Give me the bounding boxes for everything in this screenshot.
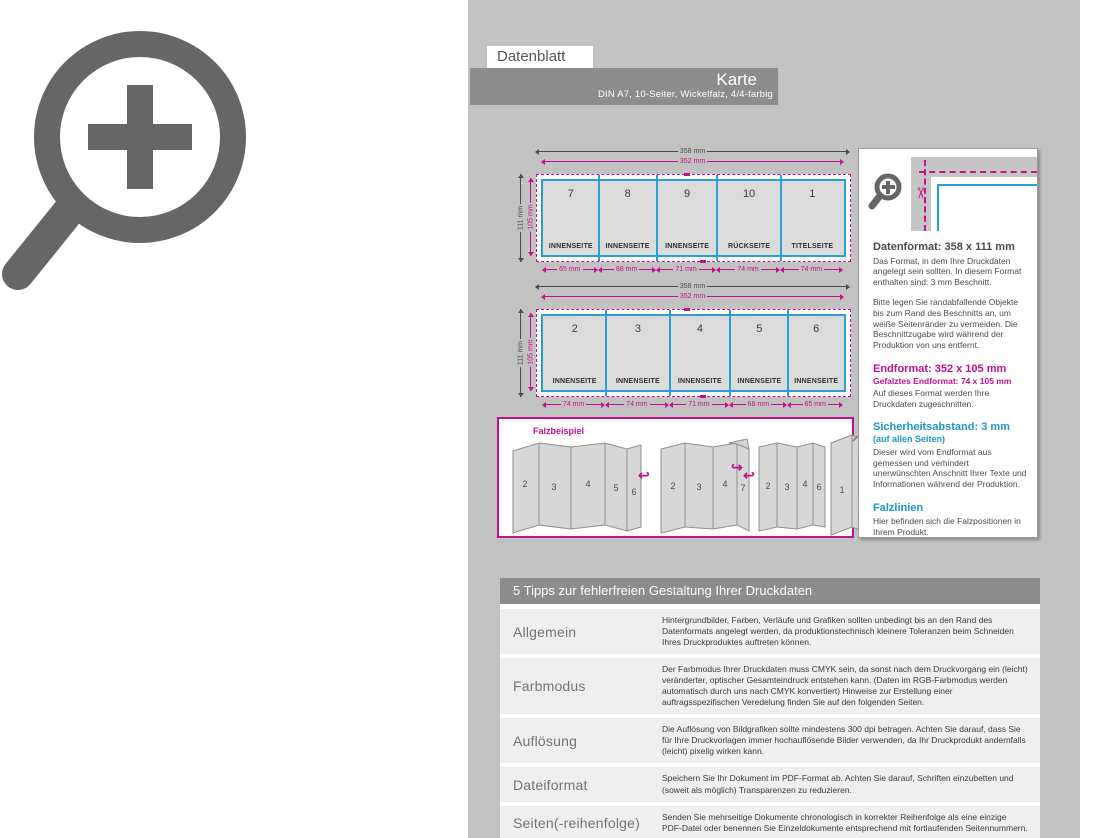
fold-stage-1 — [509, 435, 647, 537]
panel-number: 1 — [809, 188, 816, 200]
dim-line — [650, 404, 665, 405]
fold-mark — [700, 260, 706, 263]
fold-example-box — [497, 417, 854, 538]
dim-label: 68 mm — [615, 266, 638, 273]
panel-width-dimension — [669, 401, 730, 408]
dim-label: 74 mm — [626, 401, 648, 408]
dim-label: 74 mm — [800, 266, 823, 273]
dim-arrow-icon — [518, 309, 524, 313]
tips-row-label: Allgemein — [513, 623, 577, 640]
dim-line — [660, 269, 674, 270]
dim-line — [707, 151, 846, 152]
panel-width-dimension — [656, 266, 717, 273]
datenformat-height-dimension — [516, 309, 526, 397]
fold-sheet-diagram — [503, 148, 853, 280]
fold-mark — [684, 308, 690, 311]
fold-panel-number: 6 — [631, 487, 637, 497]
bleed-note-text: Bitte legen Sie randabfallende Objekte bis zum Rand des Beschnitts an, um weiße Seitenränder zu vermeiden. Die Beschnittzugabe wird während der Produktion von uns entfernt. — [873, 296, 1019, 351]
panel-number: 9 — [684, 188, 691, 200]
fold-line — [787, 310, 789, 396]
fold-line — [729, 310, 731, 396]
fold-panel-number: 2 — [522, 479, 528, 489]
page-title: Datenblatt — [487, 46, 593, 68]
fold-panel-number: 4 — [722, 479, 728, 489]
endformat-text: Auf dieses Format werden Ihre Druckdaten zugeschnitten. — [873, 387, 990, 409]
dim-label: 352 mm — [679, 293, 706, 300]
dim-line — [828, 404, 839, 405]
dim-label: 74 mm — [737, 266, 759, 273]
fold-panel-number: 6 — [816, 482, 822, 492]
panel-label: INNENSEITE — [677, 378, 722, 385]
panel-width-dimension — [780, 266, 843, 273]
tips-header: 5 Tipps zur fehlerfreien Gestaltung Ihrer Druckdaten — [500, 578, 1040, 604]
dim-label: 65 mm — [559, 266, 581, 273]
tips-table — [500, 578, 1040, 838]
dim-line — [639, 269, 651, 270]
panel-label: INNENSEITE — [552, 378, 597, 385]
tips-row — [500, 806, 1040, 838]
fold-mark — [684, 173, 690, 176]
panel-width-dimension — [542, 266, 598, 273]
endformat-subheading: Gefalztes Endformat: 74 x 105 mm — [873, 375, 1012, 386]
dim-line — [586, 404, 601, 405]
tips-rows — [500, 604, 1040, 838]
dim-line — [539, 151, 678, 152]
tips-row — [500, 609, 1040, 654]
dim-label: 358 mm — [679, 148, 706, 155]
dim-label: 71 mm — [675, 266, 697, 273]
dim-line — [699, 269, 713, 270]
dim-label: 105 mm — [527, 204, 535, 230]
dim-label: 111 mm — [517, 340, 525, 366]
datenformat-text: Das Format, in dem Ihre Druckdaten angelegt sein sollten. In diesem Format enthalten sind: 3 mm Beschnitt. — [873, 255, 1022, 288]
dim-line — [707, 296, 840, 297]
product-subtitle: DIN A7, 10-Seiter, Wickelfalz, 4/4-farbig — [597, 89, 773, 100]
tips-row-label: Farbmodus — [513, 678, 586, 695]
sicherheitsabstand-heading: Sicherheitsabstand: 3 mm — [873, 421, 1010, 434]
dim-arrow-icon — [846, 149, 850, 155]
fold-sheet-diagram — [503, 283, 853, 415]
fold-panel-number: 3 — [551, 482, 557, 492]
fold-panel-number: 5 — [613, 483, 619, 493]
dim-line — [824, 269, 839, 270]
fold-panel-number: 1 — [839, 485, 845, 495]
dim-label: 105 mm — [527, 339, 535, 365]
bleed-border — [536, 309, 851, 397]
tips-row-label: Auflösung — [513, 732, 578, 749]
fold-arrow-icon: ↩ — [743, 467, 755, 483]
panel-label: RÜCKSEITE — [727, 243, 771, 250]
tips-row-text: Senden Sie mehrseitige Dokumente chronologisch in korrekter Reihenfolge als eine einzige PDF-Datei oder benennen Sie Einzeldokumente entsprechend mit fortlaufenden Seitennummern. — [662, 811, 1028, 833]
dim-line — [733, 404, 745, 405]
fold-stage-3 — [757, 435, 829, 537]
tips-row-label: Seiten(-reihenfolge) — [513, 814, 640, 831]
panel-number: 3 — [634, 323, 641, 335]
tips-row — [500, 767, 1040, 801]
product-banner — [470, 68, 778, 105]
fold-panel-number: 4 — [585, 479, 591, 489]
dim-line — [761, 269, 776, 270]
endformat-height-dimension — [526, 178, 536, 256]
fold-stage-2 — [659, 435, 753, 537]
panel-label: INNENSEITE — [794, 378, 839, 385]
dim-label: 74 mm — [562, 401, 585, 408]
panel-width-dimension — [787, 401, 843, 408]
bleed-border — [536, 174, 851, 262]
dim-arrow-icon — [840, 159, 844, 165]
dim-line — [771, 404, 783, 405]
endformat-height-dimension — [526, 313, 536, 391]
dim-line — [712, 404, 726, 405]
panel-label: INNENSEITE — [615, 378, 660, 385]
dim-line — [545, 161, 678, 162]
endformat-width-dimension — [541, 158, 844, 165]
panel-number: 8 — [624, 188, 631, 200]
trim-area — [541, 314, 846, 392]
dim-arrow-icon — [840, 294, 844, 300]
panel-number: 10 — [742, 188, 756, 200]
dim-label: 71 mm — [688, 401, 710, 408]
panel-number: 6 — [813, 323, 820, 335]
tips-row-text: Die Auflösung von Bildgrafiken sollte mindestens 300 dpi betragen. Achten Sie darauf, dass Sie für Ihre Druckvorlagen immer hochauflösende Bilder verwenden, da Ihr Druckprodukt andernfalls (leicht) pixelig wirken kann. — [662, 724, 1026, 757]
fold-line — [669, 310, 671, 396]
panel-number: 5 — [756, 323, 763, 335]
tips-row — [500, 658, 1040, 714]
panel-label: INNENSEITE — [605, 243, 650, 250]
panel-label: INNENSEITE — [737, 378, 782, 385]
dim-line — [673, 404, 687, 405]
fold-line — [780, 175, 782, 261]
panel-width-dimension — [598, 266, 656, 273]
panel-label: INNENSEITE — [665, 243, 710, 250]
dim-label: 65 mm — [804, 401, 826, 408]
dim-line — [784, 269, 799, 270]
dim-label: 352 mm — [679, 158, 706, 165]
panel-width-dimension — [542, 401, 605, 408]
fold-arrow-icon: ↩ — [638, 467, 650, 483]
dim-line — [707, 161, 840, 162]
dim-arrow-icon — [518, 393, 524, 397]
fold-panel-number: 2 — [670, 481, 676, 491]
fold-mark — [700, 395, 706, 398]
endformat-heading: Endformat: 352 x 105 mm — [873, 362, 1007, 375]
falzlinien-heading: Falzlinien — [873, 501, 924, 514]
dim-label: 358 mm — [679, 283, 706, 290]
endformat-width-dimension — [541, 293, 844, 300]
dim-arrow-icon — [528, 252, 534, 256]
dim-line — [720, 269, 735, 270]
tips-row — [500, 718, 1040, 763]
dim-line — [545, 296, 678, 297]
dim-line — [791, 404, 802, 405]
fold-panel-number: 3 — [696, 482, 702, 492]
dim-arrow-icon — [528, 387, 534, 391]
datenformat-width-dimension — [535, 283, 850, 290]
dim-arrow-icon — [839, 402, 843, 408]
dim-arrow-icon — [846, 284, 850, 290]
dim-arrow-icon — [528, 178, 534, 182]
product-title: Karte — [716, 70, 757, 89]
panel-number: 2 — [571, 323, 578, 335]
trim-area — [541, 179, 846, 257]
fold-panel-number: 3 — [784, 482, 790, 492]
dim-line — [546, 269, 557, 270]
fold-panel-number: 2 — [765, 481, 771, 491]
panel-label: INNENSEITE — [548, 243, 593, 250]
trim-line — [937, 184, 1037, 186]
dim-arrow-icon — [528, 313, 534, 317]
dim-arrow-icon — [839, 267, 843, 273]
fold-line — [656, 175, 658, 261]
bleed-detail-illustration — [911, 157, 1037, 231]
format-info-panel — [858, 148, 1038, 538]
tips-row-text: Hintergrundbilder, Farben, Verläufe und Grafiken sollten unbedingt bis an den Rand des Datenformats angelegt werden, da produktionstechnisch kleinere Toleranzen beim Schneiden Ihres Druckproduktes auftreten können. — [662, 615, 1014, 648]
datenformat-height-dimension — [516, 174, 526, 262]
panel-number: 4 — [696, 323, 703, 335]
dim-line — [583, 269, 594, 270]
dim-line — [539, 286, 678, 287]
bleed-line — [919, 171, 1037, 173]
tips-row-text: Der Farbmodus Ihrer Druckdaten muss CMYK sein, da sonst nach dem Druckvorgang ein (leicht) veränderter, optischer Gesamteindruck entstehen kann. (Daten im RGB-Farbmodus werden automatisch durch uns nach CMYK konvertiert) Hinweise zur Erstellung einer auftragsspezifischen Veredelung finden Sie auf den folgenden Seiten. — [662, 664, 1028, 708]
fold-line — [716, 175, 718, 261]
dim-line — [707, 286, 846, 287]
datenformat-heading: Datenformat: 358 x 111 mm — [873, 241, 1015, 253]
tips-row-text: Speichern Sie Ihr Dokument im PDF-Format ab. Achten Sie darauf, Schriften einzubetten und (soweit als möglich) Transparenzen zu reduzieren. — [662, 773, 1014, 795]
fold-line — [598, 175, 600, 261]
tips-row-label: Dateiformat — [513, 776, 588, 793]
panel-label: TITELSEITE — [791, 243, 834, 250]
sicherheitsabstand-subheading: (auf allen Seiten) — [873, 433, 946, 444]
dim-line — [546, 404, 561, 405]
zoom-in-icon — [866, 171, 906, 217]
panel-number: 7 — [567, 188, 574, 200]
zoom-in-icon — [0, 0, 250, 300]
datenformat-width-dimension — [535, 148, 850, 155]
dim-line — [609, 404, 624, 405]
dim-line — [602, 269, 614, 270]
dim-arrow-icon — [518, 258, 524, 262]
fold-line — [605, 310, 607, 396]
falzlinien-text: Hier befinden sich die Falzpositionen in Ihrem Produkt. — [873, 516, 1021, 538]
dim-label: 111 mm — [517, 205, 525, 231]
info-text — [873, 241, 1028, 538]
scissors-icon: ✂ — [911, 186, 929, 200]
fold-arrow-icon: ↪ — [731, 459, 743, 475]
panel-width-dimension — [729, 401, 787, 408]
trim-line — [937, 184, 939, 231]
sicherheitsabstand-text: Dieser wird vom Endformat aus gemessen und verhindert unerwünschten Anschnitt Ihrer Texte und Informationen während der Produktion. — [873, 446, 1027, 490]
dim-arrow-icon — [518, 174, 524, 178]
dim-label: 68 mm — [747, 401, 770, 408]
fold-example-title: Falzbeispiel — [533, 426, 585, 436]
panel-width-dimension — [605, 401, 668, 408]
fold-panel-number: 7 — [740, 483, 746, 493]
fold-panel-number: 4 — [802, 479, 808, 489]
panel-width-dimension — [716, 266, 779, 273]
